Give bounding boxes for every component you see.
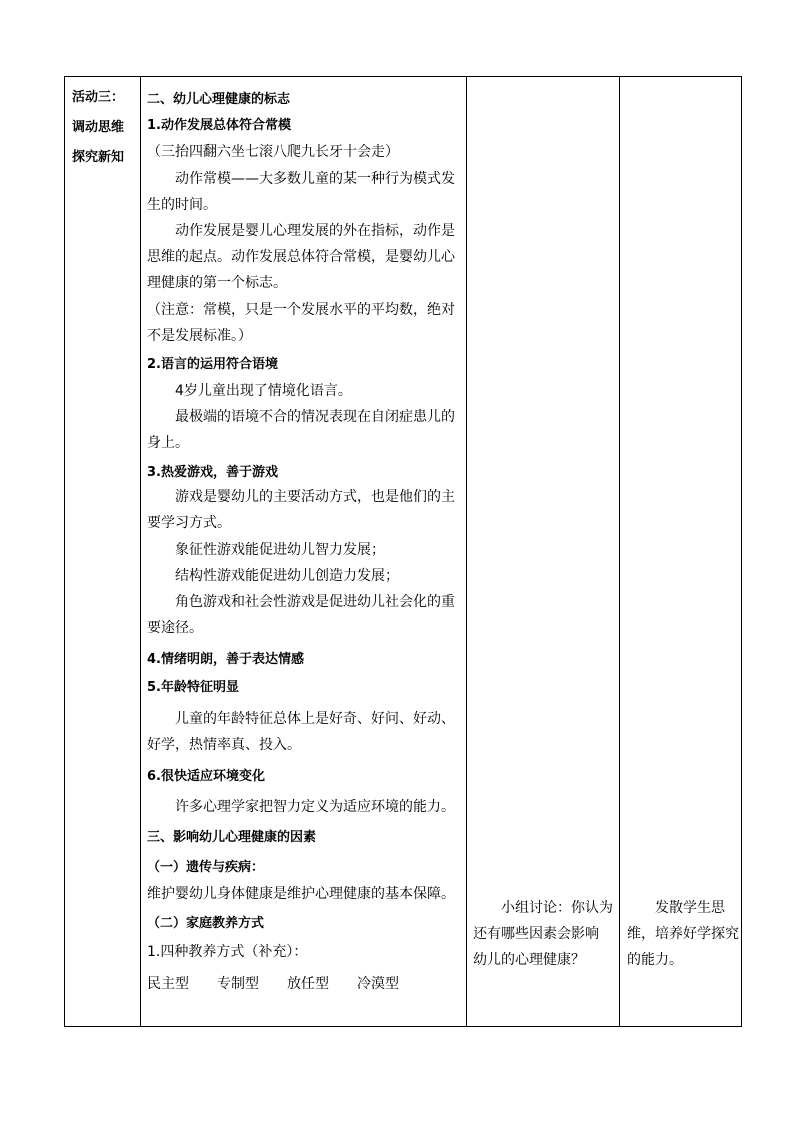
content-line: 生的时间。 bbox=[147, 197, 217, 213]
content-line: 理健康的第一个标志。 bbox=[147, 275, 287, 291]
activity-label-line: 调动思维 bbox=[72, 120, 125, 135]
design-intent-cell bbox=[619, 77, 743, 1026]
content-line: （注意：常模，只是一个发展水平的平均数，绝对 bbox=[147, 302, 455, 318]
section-heading: 二、幼儿心理健康的标志 bbox=[147, 92, 291, 107]
content-line: 民主型 专制型 放任型 冷漠型 bbox=[147, 976, 399, 992]
content-line: 许多心理学家把智力定义为适应环境的能力。 bbox=[175, 799, 455, 815]
content-line: 象征性游戏能促进幼儿智力发展； bbox=[175, 542, 385, 558]
content-line: 角色游戏和社会性游戏是促进幼儿社会化的重 bbox=[175, 594, 455, 610]
section-heading: 5.年龄特征明显 bbox=[147, 680, 239, 695]
content-line: 要途径。 bbox=[147, 620, 203, 636]
student-activity-cell bbox=[466, 77, 619, 1026]
design-intent-text: 发散学生思 维，培养好学探究 的能力。 bbox=[627, 900, 739, 968]
content-line: 4岁儿童出现了情境化语言。 bbox=[175, 383, 352, 399]
content-line: 思维的起点。动作发展总体符合常模，是婴幼儿心 bbox=[147, 249, 455, 265]
content-line: 要学习方式。 bbox=[147, 515, 231, 531]
content-line: 动作常模——大多数儿童的某一种行为模式发 bbox=[175, 171, 455, 187]
content-line: （三抬四翻六坐七滚八爬九长牙十会走） bbox=[147, 144, 399, 160]
content-line: 动作发展是婴儿心理发展的外在指标，动作是 bbox=[175, 223, 455, 239]
section-heading: 三、影响幼儿心理健康的因素 bbox=[147, 830, 317, 845]
content-line: 结构性游戏能促进幼儿创造力发展； bbox=[175, 568, 399, 584]
section-heading: 3.热爱游戏，善于游戏 bbox=[147, 465, 278, 480]
student-activity-text: 小组讨论：你认为 还有哪些因素会影响 幼儿的心理健康？ bbox=[473, 900, 613, 968]
activity-label-line: 活动三： bbox=[72, 90, 125, 105]
content-cell bbox=[140, 77, 466, 1026]
content-line: 不是发展标准。） bbox=[147, 328, 252, 344]
section-heading: 6.很快适应环境变化 bbox=[147, 769, 265, 784]
content-line: 游戏是婴幼儿的主要活动方式，也是他们的主 bbox=[175, 489, 455, 505]
activity-cell bbox=[65, 77, 140, 1026]
activity-label-line: 探究新知 bbox=[72, 150, 125, 165]
content-line: 最极端的语境不合的情况表现在自闭症患儿的 bbox=[175, 409, 455, 425]
content-line: 维护婴幼儿身体健康是维护心理健康的基本保障。 bbox=[147, 886, 455, 902]
section-heading: 1.动作发展总体符合常模 bbox=[147, 118, 291, 133]
content-line: 好学，热情率真、投入。 bbox=[147, 737, 301, 753]
section-heading: 4.情绪明朗，善于表达情感 bbox=[147, 652, 304, 667]
section-heading: （一）遗传与疾病： bbox=[147, 860, 265, 875]
lesson-plan-table bbox=[64, 76, 742, 1027]
content-line: 儿童的年龄特征总体上是好奇、好问、好动、 bbox=[175, 711, 455, 727]
content-line: 身上。 bbox=[147, 435, 189, 451]
section-heading: （二）家庭教养方式 bbox=[147, 916, 265, 931]
section-heading: 2.语言的运用符合语境 bbox=[147, 357, 278, 372]
content-line: 1.四种教养方式（补充）： bbox=[147, 944, 308, 960]
